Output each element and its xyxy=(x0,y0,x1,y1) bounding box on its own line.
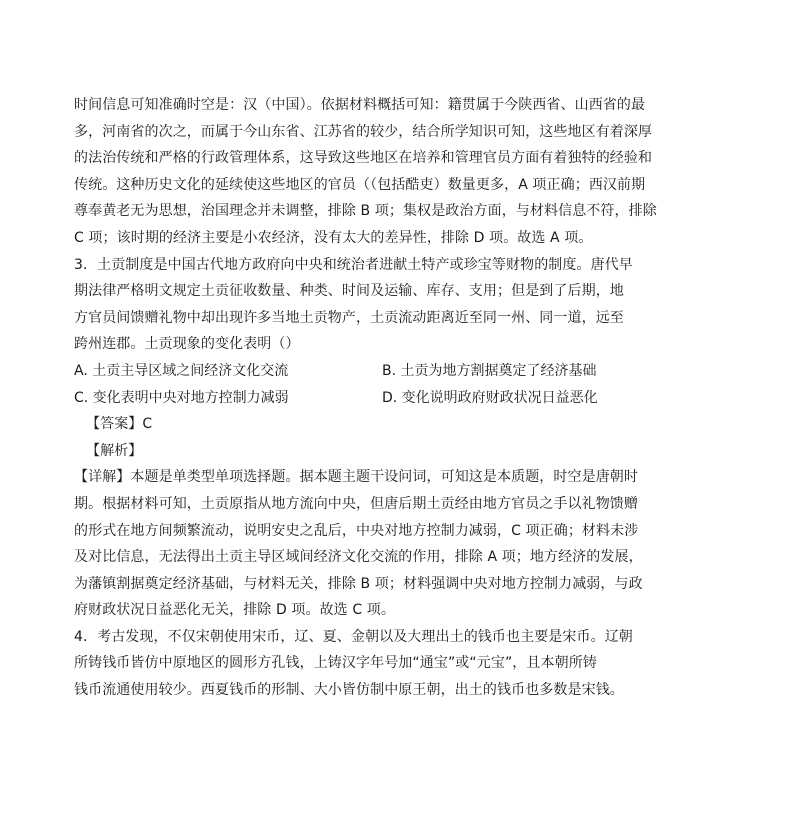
answer-line: 【答案】C xyxy=(86,416,153,433)
analysis-line: 的形式在地方间频繁流动，说明安史之乱后，中央对地方控制力减弱，C 项正确；材料未涉 xyxy=(74,522,639,539)
text-line: 多，河南省的次之，而属于今山东省、江苏省的较少，结合所学知识可知，这些地区有着深厚 xyxy=(74,123,653,140)
question-stem-line: 钱币流通使用较少。西夏钱币的形制、大小皆仿制中原王朝，出土的钱币也多数是宋钱。 xyxy=(74,682,624,699)
analysis-line: 府财政状况日益恶化无关，排除 D 项。故选 C 项。 xyxy=(74,602,395,619)
option-c: C. 变化表明中央对地方控制力减弱 xyxy=(74,389,289,406)
options-row-2 xyxy=(74,385,724,412)
document-page xyxy=(74,92,724,704)
option-a: A. 土贡主导区域之间经济文化交流 xyxy=(74,362,289,379)
text-line: C 项；该时期的经济主要是小农经济，没有太大的差异性，排除 D 项。故选 A 项。 xyxy=(74,229,593,246)
question-4 xyxy=(74,624,724,704)
q2-analysis-continued xyxy=(74,92,724,252)
analysis-header: 【解析】 xyxy=(86,442,143,459)
options-row-1 xyxy=(74,358,724,385)
analysis-line: 为藩镇割据奠定经济基础，与材料无关，排除 B 项；材料强调中央对地方控制力减弱，与政 xyxy=(74,575,643,592)
question-stem-line: 跨州连郡。土贡现象的变化表明（） xyxy=(74,336,300,353)
question-stem-line: 所铸钱币皆仿中原地区的圆形方孔钱，上铸汉字年号加“通宝”或“元宝”，且本朝所铸 xyxy=(74,655,597,672)
option-b: B. 土贡为地方割据奠定了经济基础 xyxy=(382,362,597,379)
analysis-line: 【详解】本题是单类型单项选择题。据本题主题干设问词，可知这是本质题，时空是唐朝时 xyxy=(74,469,638,486)
text-line: 的法治传统和严格的行政管理体系，这导致这些地区在培养和管理官员方面有着独特的经验和 xyxy=(74,150,653,167)
question-stem-line: 4．考古发现，不仅宋朝使用宋币，辽、夏、金朝以及大理出土的钱币也主要是宋币。辽朝 xyxy=(74,628,633,645)
question-stem-line: 期法律严格明文规定土贡征收数量、种类、时间及运输、库存、支用；但是到了后期，地 xyxy=(74,283,624,300)
analysis-line: 及对比信息，无法得出土贡主导区域间经济文化交流的作用，排除 A 项；地方经济的发展， xyxy=(74,549,643,566)
question-3 xyxy=(74,252,724,624)
question-stem-line: 方官员间馈赠礼物中却出现许多当地土贡物产，土贡流动距离近至同一州、同一道，远至 xyxy=(74,309,624,326)
text-line: 传统。这种历史文化的延续使这些地区的官员（（包括酷吏）数量更多，A 项正确；西汉前期 xyxy=(74,176,646,193)
option-d: D. 变化说明政府财政状况日益恶化 xyxy=(382,389,598,406)
text-line: 时间信息可知准确时空是：汉（中国）。依据材料概括可知：籍贯属于今陕西省、山西省的最 xyxy=(74,97,646,113)
text-line: 尊奉黄老无为思想，治国理念并未调整，排除 B 项；集权是政治方面，与材料信息不符，排除 xyxy=(74,203,657,220)
question-stem-line: 3．土贡制度是中国古代地方政府向中央和统治者进献土特产或珍宝等财物的制度。唐代早 xyxy=(74,256,633,273)
analysis-line: 期。根据材料可知，土贡原指从地方流向中央，但唐后期土贡经由地方官员之手以礼物馈赠 xyxy=(74,495,638,512)
